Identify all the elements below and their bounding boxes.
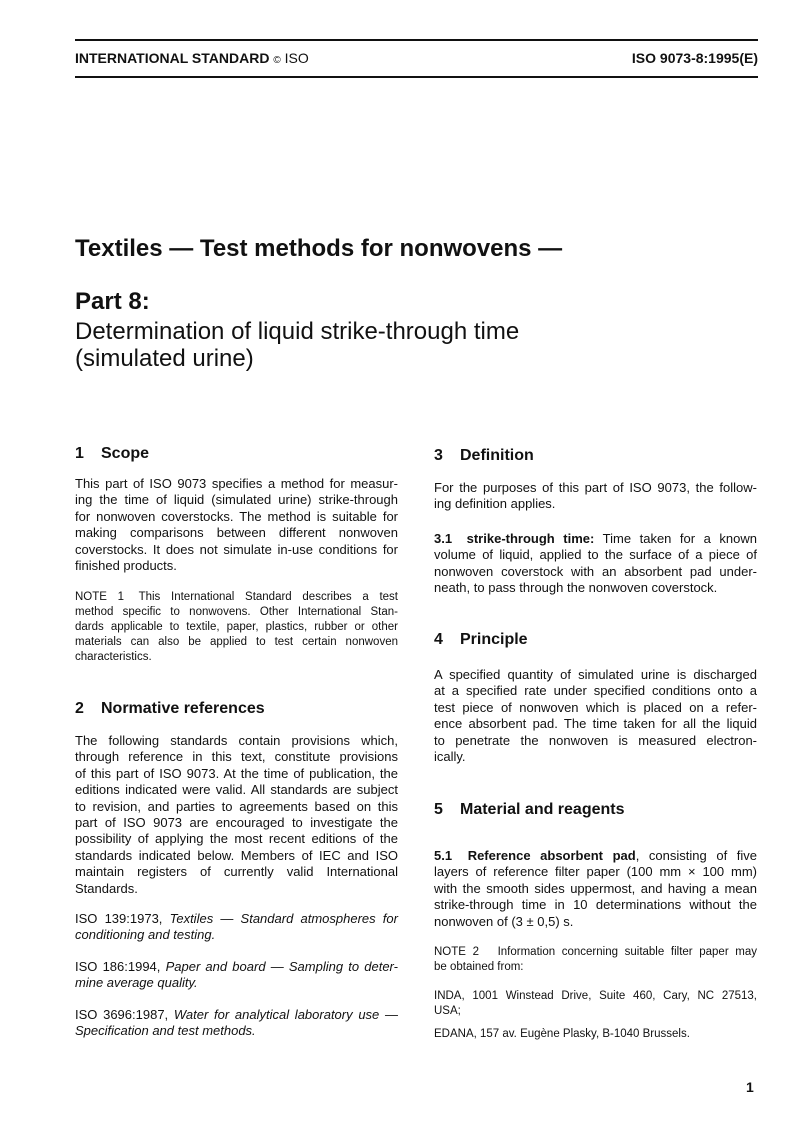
text-line: ically. xyxy=(434,749,466,765)
note-line xyxy=(434,945,757,960)
text-line: to penetrate the nonwoven is measured electron- xyxy=(434,732,757,748)
reference-code: ISO 186:1994, xyxy=(75,959,161,974)
text-line: part of ISO 9073 are encouraged to investigate the xyxy=(75,815,398,831)
text-line: making comparisons between different nonwoven xyxy=(75,525,398,541)
note-text: Information concerning suitable filter paper may xyxy=(497,946,757,958)
reference-title: Textiles — Standard atmospheres for xyxy=(169,911,398,926)
section-number: 2 xyxy=(75,700,84,717)
scope-note xyxy=(75,590,398,665)
text-line: nonwoven coverstock with an absorbent pad under- xyxy=(434,563,757,579)
text-line: to revision, and parties to agreements based on this xyxy=(75,798,398,814)
note-line: dards applicable to textile, paper, plastics, rubber or other xyxy=(75,621,398,633)
item-text: , consisting of five xyxy=(635,848,758,863)
reference-code: ISO 139:1973, xyxy=(75,911,163,926)
note-line: materials can also be applied to test certain nonwoven xyxy=(75,636,398,648)
reference-line xyxy=(75,959,398,975)
text-line: at a specified rate under specified conditions onto a xyxy=(434,683,757,699)
note-line: be obtained from: xyxy=(434,960,524,973)
document-title: Textiles — Test methods for nonwovens — xyxy=(75,235,563,262)
note-line: method specific to nonwovens. Other International Stan- xyxy=(75,606,398,618)
section-number: 1 xyxy=(75,445,84,462)
page-number: 1 xyxy=(746,1079,754,1095)
note-line: characteristics. xyxy=(75,651,152,663)
reference-entry-iso-139 xyxy=(75,911,398,944)
item-number: 5.1 xyxy=(434,848,453,863)
section-title: Scope xyxy=(101,445,150,462)
address-line: USA; xyxy=(434,1005,461,1017)
text-line: For the purposes of this part of ISO 9073, the follow- xyxy=(434,480,757,495)
note-line xyxy=(75,590,398,605)
text-line: coverstocks. It does not simulate in-use conditions for xyxy=(75,541,398,557)
header-standard-label xyxy=(75,50,309,69)
text-line: layers of reference filter paper (100 mm × 100 mm) xyxy=(434,864,757,880)
section-heading-normative-references xyxy=(75,699,398,719)
address-edana xyxy=(434,1027,757,1042)
definition-paragraph xyxy=(434,480,757,513)
note-text: This International Standard describes a test xyxy=(138,591,398,603)
section-number: 5 xyxy=(434,801,443,818)
reference-title-line: Specification and test methods. xyxy=(75,1023,256,1039)
document-reference: ISO 9073-8:1995(E) xyxy=(631,50,758,66)
text-line: for nonwoven coverstocks. The method is suitable for xyxy=(75,508,398,524)
text-line: standards indicated below. Members of IEC and ISO xyxy=(75,847,398,863)
reference-title-line: conditioning and testing. xyxy=(75,927,216,943)
reference-entry-iso-3696 xyxy=(75,1007,398,1040)
definition-term-3-1 xyxy=(434,531,757,597)
reference-title: Paper and board — Sampling to deter- xyxy=(165,959,398,974)
section-title: Normative references xyxy=(101,700,265,717)
term-text: Time taken for a known xyxy=(602,531,757,546)
section-heading-scope xyxy=(75,444,398,464)
text-line: editions indicated were valid. All standards are subject xyxy=(75,782,398,798)
reference-line xyxy=(75,911,398,927)
reference-code: ISO 3696:1987, xyxy=(75,1007,169,1022)
text-line: ing definition applies. xyxy=(434,496,556,512)
section-number: 4 xyxy=(434,631,443,648)
part-subtitle xyxy=(75,318,519,372)
copyright-symbol: © xyxy=(273,55,281,66)
note-label: NOTE 1 xyxy=(75,591,125,603)
normative-references-paragraph xyxy=(75,733,398,897)
text-line: finished products. xyxy=(75,558,177,574)
section-title: Principle xyxy=(460,631,528,648)
material-note xyxy=(434,945,757,974)
term-line xyxy=(434,531,757,547)
text-line: possibility of applying the most recent editions of the xyxy=(75,831,398,847)
section-heading-material-and-reagents xyxy=(434,800,757,820)
text-line: maintain registers of currently valid International xyxy=(75,864,398,880)
text-line: The following standards contain provisions which, xyxy=(75,733,398,748)
text-line: of this part of ISO 9073. At the time of publication, the xyxy=(75,765,398,781)
part-number: Part 8: xyxy=(75,288,150,315)
text-line: test piece of nonwoven which is placed on a refer- xyxy=(434,699,757,715)
text-line: Standards. xyxy=(75,880,138,896)
term-number: 3.1 xyxy=(434,531,453,546)
header-top-rule xyxy=(75,39,758,41)
principle-paragraph xyxy=(434,667,757,765)
material-item-5-1 xyxy=(434,848,757,930)
section-heading-definition xyxy=(434,446,757,466)
subtitle-line: (simulated urine) xyxy=(75,345,254,372)
text-line: volume of liquid, applied to the surface of a piece of xyxy=(434,547,757,563)
item-name: Reference absorbent pad xyxy=(467,848,636,863)
term-name: strike-through time: xyxy=(466,531,595,546)
subtitle-line: Determination of liquid strike-through time xyxy=(75,318,520,345)
reference-entry-iso-186 xyxy=(75,959,398,992)
text-line: nonwoven of (3 ± 0,5) s. xyxy=(434,913,574,929)
address-line: INDA, 1001 Winstead Drive, Suite 460, Cary, NC 27513, xyxy=(434,990,757,1002)
note-label: NOTE 2 xyxy=(434,946,479,958)
text-line: through reference in this text, constitute provisions xyxy=(75,749,398,765)
text-line: with the smooth sides uppermost, and having a mean xyxy=(434,880,757,896)
reference-line xyxy=(75,1007,398,1023)
text-line: ing the time of liquid (simulated urine) strike-through xyxy=(75,492,398,508)
section-title: Definition xyxy=(460,447,534,464)
scope-paragraph xyxy=(75,476,398,574)
copyright-owner: ISO xyxy=(284,50,309,66)
header-bottom-rule xyxy=(75,76,758,78)
address-line: EDANA, 157 av. Eugène Plasky, B-1040 Brussels. xyxy=(434,1028,690,1040)
standard-type: INTERNATIONAL STANDARD xyxy=(75,50,270,66)
section-number: 3 xyxy=(434,447,443,464)
reference-title: Water for analytical laboratory use — xyxy=(173,1007,398,1022)
text-line: ence absorbent pad. The time taken for all the liquid xyxy=(434,716,757,732)
item-line xyxy=(434,848,757,864)
address-inda xyxy=(434,989,757,1019)
text-line: A specified quantity of simulated urine is discharged xyxy=(434,667,757,682)
section-title: Material and reagents xyxy=(460,801,625,818)
text-line: strike-through time in 10 determinations without the xyxy=(434,897,757,913)
section-heading-principle xyxy=(434,630,757,650)
text-line: neath, to pass through the nonwoven coverstock. xyxy=(434,580,718,596)
text-line: This part of ISO 9073 specifies a method for measur- xyxy=(75,476,398,491)
reference-title-line: mine average quality. xyxy=(75,975,198,991)
